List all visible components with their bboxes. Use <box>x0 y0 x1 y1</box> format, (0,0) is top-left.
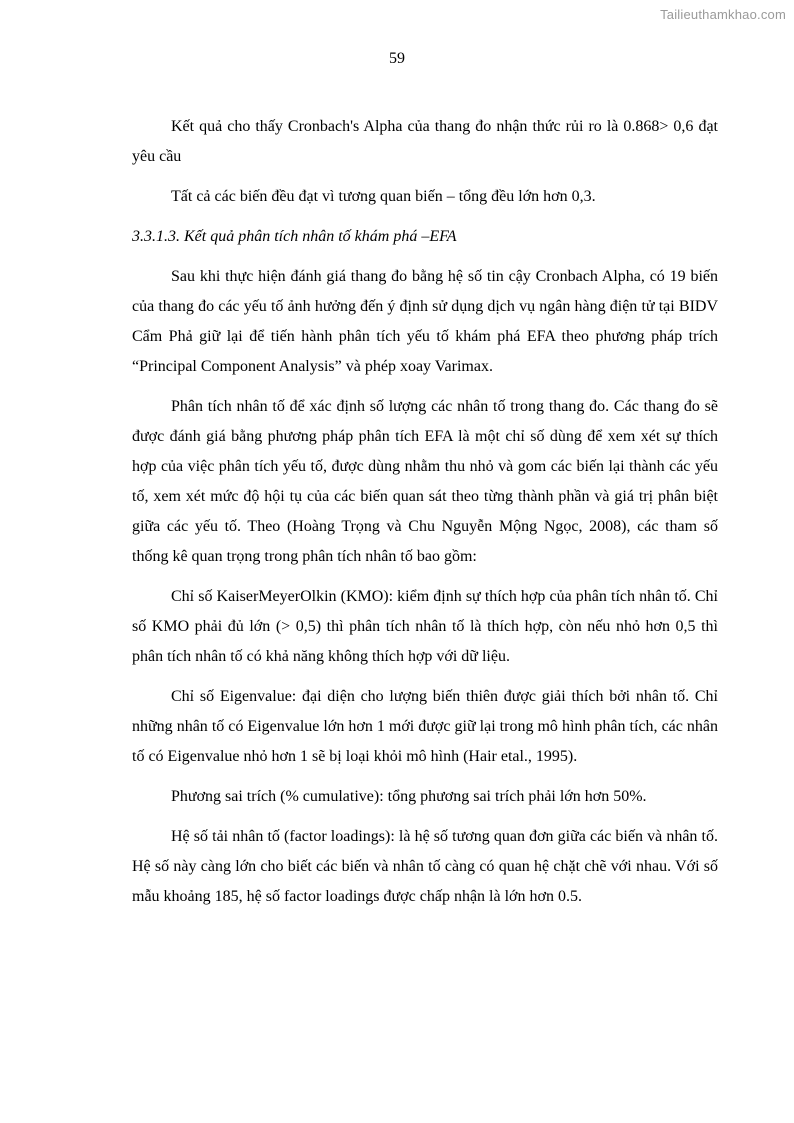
document-body <box>132 112 718 922</box>
paragraph: Chỉ số Eigenvalue: đại diện cho lượng biến thiên được giải thích bởi nhân tố. Chỉ những nhân tố có Eigenvalue lớn hơn 1 mới được giữ lại trong mô hình phân tích, các nhân tố có Eigenvalue nhỏ hơn 1 sẽ bị loại khỏi mô hình (Hair etal., 1995). <box>132 688 718 765</box>
paragraph: Tất cả các biến đều đạt vì tương quan biến – tổng đều lớn hơn 0,3. <box>171 188 596 205</box>
paragraph: Phương sai trích (% cumulative): tổng phương sai trích phải lớn hơn 50%. <box>171 788 647 805</box>
paragraph: Kết quả cho thấy Cronbach's Alpha của thang đo nhận thức rủi ro là 0.868> 0,6 đạt yêu cầu <box>132 118 718 165</box>
watermark: Tailieuthamkhao.com <box>660 7 786 22</box>
paragraph: Sau khi thực hiện đánh giá thang đo bằng hệ số tin cậy Cronbach Alpha, có 19 biến của thang đo các yếu tố ảnh hưởng đến ý định sử dụng dịch vụ ngân hàng điện tử tại BIDV Cẩm Phả giữ lại để tiến hành phân tích yếu tố khám phá EFA theo phương pháp trích “Principal Component Analysis” và phép xoay Varimax. <box>132 268 718 375</box>
section-heading: 3.3.1.3. Kết quả phân tích nhân tố khám phá –EFA <box>132 228 457 245</box>
paragraph: Chỉ số KaiserMeyerOlkin (KMO): kiểm định sự thích hợp của phân tích nhân tố. Chỉ số KMO phải đủ lớn (> 0,5) thì phân tích nhân tố là thích hợp, còn nếu nhỏ hơn 0,5 thì phân tích nhân tố có khả năng không thích hợp với dữ liệu. <box>132 588 718 665</box>
paragraph: Hệ số tải nhân tố (factor loadings): là hệ số tương quan đơn giữa các biến và nhân tố. Hệ số này càng lớn cho biết các biến và nhân tố càng có quan hệ chặt chẽ với nhau. Với số mẫu khoảng 185, hệ số factor loadings được chấp nhận là lớn hơn 0.5. <box>132 828 718 905</box>
page-number: 59 <box>389 50 405 67</box>
paragraph: Phân tích nhân tố để xác định số lượng các nhân tố trong thang đo. Các thang đo sẽ được đánh giá bằng phương pháp phân tích EFA là một chỉ số dùng để xem xét sự thích hợp của việc phân tích yếu tố, được dùng nhằm thu nhỏ và gom các biến lại thành các yếu tố, xem xét mức độ hội tụ của các biến quan sát theo từng thành phần và giá trị phân biệt giữa các yếu tố. Theo (Hoàng Trọng và Chu Nguyễn Mộng Ngọc, 2008), các tham số thống kê quan trọng trong phân tích nhân tố bao gồm: <box>132 398 718 565</box>
